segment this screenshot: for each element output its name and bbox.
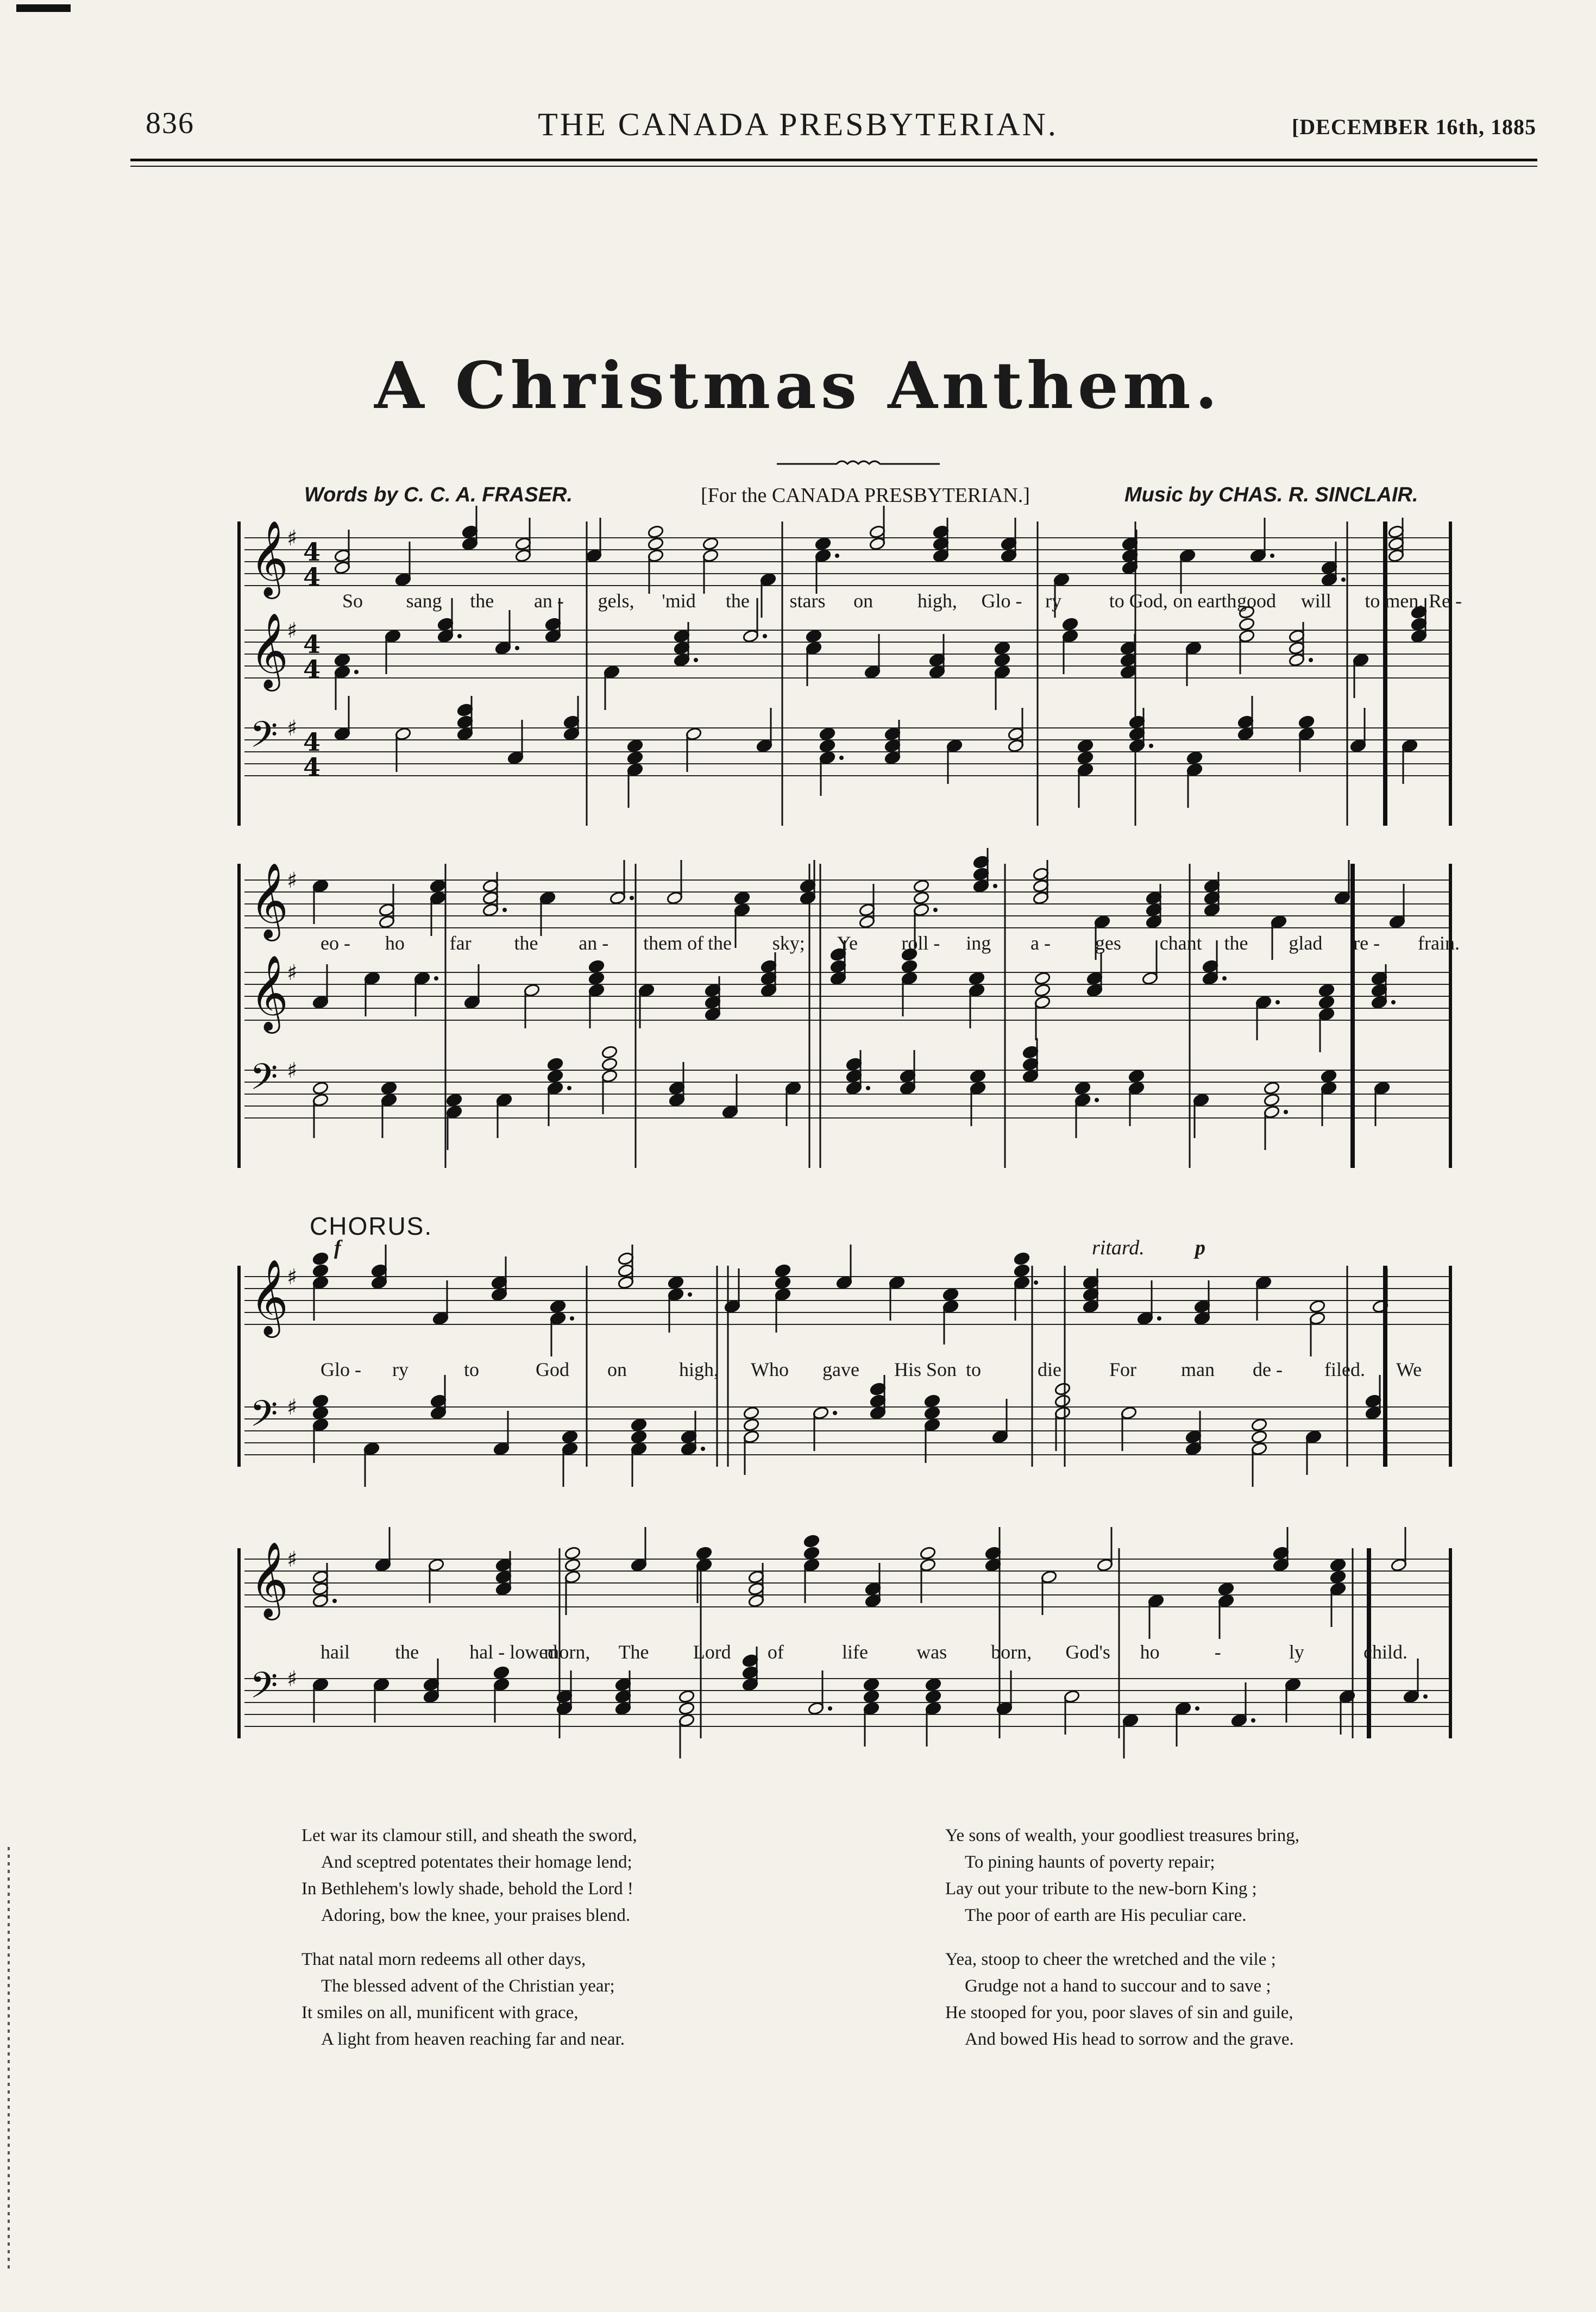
note-head <box>1264 1093 1280 1107</box>
dot <box>567 1086 571 1090</box>
note-head <box>312 1406 329 1420</box>
dot <box>1095 1098 1099 1102</box>
lyric-syllable: the <box>514 932 538 954</box>
poem-line: In Bethlehem's lowly shade, behold the Lord ! <box>301 1879 633 1899</box>
lyric-syllable: on <box>853 590 874 612</box>
lyric-syllable: on <box>607 1359 627 1380</box>
note-head <box>588 971 605 985</box>
lyric-syllable: ry <box>1045 590 1062 612</box>
note-head <box>648 525 664 539</box>
note-head <box>913 891 930 905</box>
note-head <box>1014 1252 1031 1266</box>
lyric-syllable: God <box>536 1359 569 1380</box>
note-head <box>1251 1430 1268 1444</box>
note-head <box>381 1081 398 1095</box>
page-number: 836 <box>146 106 194 140</box>
lyric-syllable: morn, <box>544 1641 590 1663</box>
credit-music: Music by CHAS. R. SINCLAIR. <box>1124 483 1418 506</box>
poem-line: The blessed advent of the Christian year; <box>321 1976 615 1996</box>
dot <box>1309 658 1313 662</box>
note-head <box>627 751 644 765</box>
note-head <box>631 1430 648 1444</box>
lyric-syllable: Glo - <box>321 1359 361 1380</box>
note-head <box>446 1093 463 1107</box>
note-head <box>1218 1582 1235 1596</box>
piano-mark: p <box>1195 1236 1205 1259</box>
lyric-syllable: stars <box>789 590 826 612</box>
note-head <box>1054 1394 1071 1408</box>
note-head <box>312 1252 329 1266</box>
lyric-syllable: eo - <box>321 932 350 954</box>
lyric-syllable: Glo - <box>981 590 1022 612</box>
note-head <box>562 1430 579 1444</box>
music-staves <box>239 522 1450 826</box>
sharp-icon: ♯ <box>287 716 298 741</box>
bass-clef-icon: 𝄢 <box>250 1393 278 1443</box>
note-head <box>668 1276 684 1290</box>
lyric-syllable: the <box>707 932 732 954</box>
note-head <box>631 1418 648 1432</box>
poem-stanza <box>945 1946 1299 2053</box>
note-head <box>925 1689 942 1704</box>
time-signature: 4 <box>303 562 321 592</box>
lyric-syllable: The <box>618 1641 649 1663</box>
scan-edge-mark <box>8 1847 10 2271</box>
lyric-syllable: de - <box>1253 1359 1283 1380</box>
poem-line: Lay out your tribute to the new-born King ; <box>945 1879 1257 1899</box>
lyric-syllable: the <box>395 1641 419 1663</box>
sharp-icon: ♯ <box>287 526 298 551</box>
note-head <box>1077 739 1094 753</box>
note-head <box>994 641 1011 655</box>
note-head <box>920 1546 937 1560</box>
poem-line: That natal morn redeems all other days, <box>301 1950 586 1969</box>
lyric-syllable: an - <box>533 590 564 612</box>
note-head <box>678 1701 695 1716</box>
note-head <box>819 739 836 753</box>
sharp-icon: ♯ <box>287 1058 298 1083</box>
dot <box>1034 1280 1038 1285</box>
lyric-syllable: - <box>1214 1641 1221 1663</box>
poem-line: And sceptred potentates their homage lend; <box>321 1852 632 1872</box>
poem-line: Ye sons of wealth, your goodliest treasures bring, <box>945 1826 1299 1845</box>
note-head <box>743 1418 760 1432</box>
note-head <box>819 727 836 741</box>
sharp-icon: ♯ <box>287 1547 298 1572</box>
poem-line: Yea, stoop to cheer the wretched and the vile ; <box>945 1950 1276 1969</box>
lyric-syllable: gels, <box>598 590 634 612</box>
treble-clef-icon: 𝄞 <box>250 1259 288 1335</box>
music-staves <box>239 864 1450 1168</box>
ritard-mark: ritard. <box>1092 1236 1145 1259</box>
note-head <box>863 1678 880 1692</box>
music-system-4 <box>239 1537 1450 1755</box>
treble-clef-icon: 𝄞 <box>250 520 288 596</box>
note-head <box>430 879 447 893</box>
dot <box>866 1086 870 1090</box>
note-head <box>815 537 832 551</box>
time-signature: 4 <box>303 752 321 782</box>
poem-line: Adoring, bow the knee, your praises blend. <box>321 1906 631 1925</box>
dot <box>1391 1000 1396 1004</box>
header-rule-thin <box>130 166 1537 167</box>
dot <box>630 896 634 900</box>
music-system-2 <box>239 863 1460 1168</box>
dot <box>434 976 438 981</box>
lyric-syllable: Re - <box>1429 590 1462 612</box>
dot <box>1195 1706 1199 1711</box>
lyric-syllable: high, <box>917 590 957 612</box>
lyric-syllable: the <box>725 590 750 612</box>
lyric-syllable: good <box>1237 590 1277 612</box>
note-head <box>312 1264 329 1278</box>
sharp-icon: ♯ <box>287 960 298 985</box>
lyric-syllable: roll - <box>901 932 940 954</box>
dot <box>993 884 997 888</box>
note-head <box>970 1069 986 1083</box>
treble-clef-icon: 𝄞 <box>250 613 288 688</box>
note-head <box>863 1689 880 1704</box>
dot <box>1149 744 1153 748</box>
note-head <box>1077 751 1094 765</box>
lyric-syllable: on earth <box>1173 590 1237 612</box>
note-head <box>775 1276 791 1290</box>
lyric-syllable: far <box>449 932 472 954</box>
lyric-syllable: God's <box>1065 1641 1110 1663</box>
sharp-icon: ♯ <box>287 868 298 893</box>
lyric-syllable: to men, <box>1365 590 1424 612</box>
note-head <box>901 959 918 973</box>
music-staves <box>239 1211 1450 1494</box>
poem-line: A light from heaven reaching far and near. <box>321 2030 625 2049</box>
note-head <box>564 1546 581 1560</box>
lyric-syllable: gave <box>822 1359 859 1380</box>
note-head <box>924 1394 941 1408</box>
dot <box>833 1411 837 1415</box>
music-system-3 <box>239 1211 1450 1494</box>
sharp-icon: ♯ <box>287 618 298 643</box>
note-head <box>312 1394 329 1408</box>
header-rule-thick <box>130 159 1537 161</box>
lyric-syllable: will <box>1300 590 1331 612</box>
chorus-label: CHORUS. <box>310 1212 433 1240</box>
dot <box>570 1316 574 1321</box>
poem-line: And bowed His head to sorrow and the grave. <box>965 2030 1294 2049</box>
lyric-syllable: ho <box>1140 1641 1160 1663</box>
note-head <box>1321 1069 1337 1083</box>
dot <box>694 658 698 662</box>
note-head <box>775 1264 791 1278</box>
dot <box>835 554 839 558</box>
note-head <box>1309 1299 1326 1314</box>
lyric-syllable: filed. <box>1324 1359 1365 1380</box>
lyric-syllable: ly <box>1289 1641 1304 1663</box>
lyric-syllable: frain. <box>1418 932 1460 954</box>
note-head <box>493 1666 510 1680</box>
dot <box>354 670 359 674</box>
note-head <box>925 1678 942 1692</box>
publication-title: THE CANADA PRESBYTERIAN. <box>538 106 1058 142</box>
treble-clef-icon: 𝄞 <box>250 863 288 938</box>
dot <box>1251 1718 1255 1723</box>
lyric-syllable: glad <box>1289 932 1323 954</box>
lyric-syllable: them of <box>643 932 704 954</box>
lyric-syllable: to God, <box>1109 590 1168 612</box>
note-head <box>550 1299 567 1314</box>
lyric-syllable: ges <box>1095 932 1121 954</box>
note-head <box>627 739 644 753</box>
lyric-syllable: 'mid <box>662 590 696 612</box>
note-head <box>648 537 664 551</box>
lyric-syllable: hail <box>321 1641 350 1663</box>
lyric-syllable: child. <box>1363 1641 1408 1663</box>
note-head <box>547 1057 564 1071</box>
dot <box>1284 1110 1288 1114</box>
lyric-syllable: sang <box>406 590 442 612</box>
lyric-syllable: of <box>767 1641 784 1663</box>
note-head <box>601 1045 618 1059</box>
note-head <box>913 879 930 893</box>
poem-line: It smiles on all, munificent with grace, <box>301 2003 579 2022</box>
lyric-syllable: man <box>1181 1359 1215 1380</box>
treble-clef-icon: 𝄞 <box>250 955 288 1031</box>
lyric-syllable: life <box>842 1641 868 1663</box>
note-head <box>1075 1081 1091 1095</box>
note-head <box>1034 971 1051 985</box>
lyric-syllable: ing <box>966 932 991 954</box>
dot <box>1157 1316 1161 1321</box>
dot <box>933 908 938 912</box>
bass-clef-icon: 𝄢 <box>250 1056 278 1107</box>
credit-for: [For the CANADA PRESBYTERIAN.] <box>701 484 1030 507</box>
lyric-syllable: to <box>966 1359 982 1380</box>
title-flourish <box>777 456 940 467</box>
note-head <box>564 1558 581 1572</box>
note-head <box>1062 617 1079 631</box>
dot <box>1275 1000 1280 1004</box>
dot <box>763 634 767 638</box>
dot <box>688 1292 692 1297</box>
note-head <box>1186 751 1203 765</box>
lyric-syllable: die <box>1038 1359 1061 1380</box>
note-head <box>588 959 605 973</box>
dot <box>457 634 462 638</box>
poem-column-right <box>945 1823 1299 2070</box>
dot <box>1222 976 1227 981</box>
lyric-syllable: the <box>470 590 494 612</box>
time-signature: 4 <box>303 630 321 659</box>
issue-date: [DECEMBER 16th, 1885 <box>1291 115 1536 139</box>
poem-line: Let war its clamour still, and sheath the sword, <box>301 1826 637 1845</box>
time-signature: 4 <box>303 727 321 757</box>
note-head <box>696 1546 713 1560</box>
note-head <box>942 1287 959 1302</box>
lyric-syllable: high, <box>679 1359 719 1380</box>
note-head <box>334 653 351 667</box>
note-head <box>969 971 985 985</box>
dot <box>515 646 519 650</box>
poem-stanza <box>301 1946 637 2053</box>
sharp-icon: ♯ <box>287 1667 298 1692</box>
lyric-syllable: Lord <box>693 1641 731 1663</box>
note-head <box>1330 1570 1347 1584</box>
note-head <box>1014 1264 1031 1278</box>
lyric-syllable: a - <box>1031 932 1051 954</box>
dot <box>332 1599 337 1603</box>
lyric-syllable: Who <box>751 1359 789 1380</box>
time-signature: 4 <box>303 537 321 567</box>
lyric-syllable: ho <box>385 932 405 954</box>
note-head <box>1318 995 1335 1009</box>
note-head <box>601 1057 618 1071</box>
poem-stanza <box>301 1823 637 1929</box>
note-head <box>803 1546 820 1560</box>
lyric-syllable: His Son <box>894 1359 957 1380</box>
time-signature: 4 <box>303 655 321 684</box>
lyric-syllable: sky; <box>772 932 805 954</box>
lyric-syllable: the <box>1224 932 1248 954</box>
lyric-syllable: was <box>916 1641 947 1663</box>
note-head <box>1264 1081 1280 1095</box>
music-system-1 <box>239 520 1462 826</box>
dot <box>701 1447 705 1451</box>
note-head <box>1054 1382 1071 1396</box>
dot <box>1423 1694 1428 1699</box>
poem-line: Grudge not a hand to succour and to save ; <box>965 1976 1271 1996</box>
forte-mark: f <box>334 1236 341 1259</box>
poem-column-left <box>301 1823 637 2070</box>
sharp-icon: ♯ <box>287 1265 298 1290</box>
credit-words: Words by C. C. A. FRASER. <box>304 483 573 506</box>
lyric-syllable: hal - lowed <box>469 1641 558 1663</box>
poem-line: To pining haunts of poverty repair; <box>965 1852 1215 1872</box>
note-head <box>1330 1558 1347 1572</box>
lyric-syllable: So <box>342 590 363 612</box>
dot <box>1270 554 1274 558</box>
note-head <box>1034 983 1051 997</box>
dot <box>839 756 844 760</box>
lyric-syllable: Ye <box>837 932 858 954</box>
dot <box>828 1706 832 1711</box>
sharp-icon: ♯ <box>287 1395 298 1420</box>
note-head <box>702 537 719 551</box>
note-head <box>994 653 1011 667</box>
note-head <box>734 891 751 905</box>
note-head <box>678 1689 695 1704</box>
bass-clef-icon: 𝄢 <box>250 1664 278 1715</box>
dot <box>1341 577 1346 582</box>
lyric-syllable: an - <box>579 932 609 954</box>
bass-clef-icon: 𝄢 <box>250 714 278 764</box>
treble-clef-icon: 𝄞 <box>250 1542 288 1617</box>
lyric-syllable: born, <box>991 1641 1032 1663</box>
lyric-syllable: to <box>464 1359 480 1380</box>
poem-stanza <box>945 1823 1299 1929</box>
lyric-syllable: For <box>1109 1359 1137 1380</box>
note-head <box>1251 1418 1268 1432</box>
poem-line: He stooped for you, poor slaves of sin and guile, <box>945 2003 1293 2022</box>
poem-line: The poor of earth are His peculiar care. <box>965 1906 1247 1925</box>
note-head <box>1318 983 1335 997</box>
lyric-syllable: chant <box>1159 932 1202 954</box>
note-head <box>547 1069 564 1083</box>
lyric-syllable: re - <box>1353 932 1380 954</box>
note-head <box>1128 1069 1145 1083</box>
lyric-syllable: We <box>1396 1359 1422 1380</box>
note-head <box>803 1534 820 1548</box>
corner-mark <box>16 4 71 12</box>
note-head <box>806 629 822 643</box>
note-head <box>312 1081 329 1095</box>
lyric-syllable: ry <box>392 1359 409 1380</box>
note-head <box>1298 715 1315 729</box>
anthem-title: A Christmas Anthem. <box>374 348 1222 423</box>
dot <box>502 908 507 912</box>
note-head <box>924 1406 941 1420</box>
note-head <box>1239 617 1255 631</box>
note-head <box>743 1406 760 1420</box>
